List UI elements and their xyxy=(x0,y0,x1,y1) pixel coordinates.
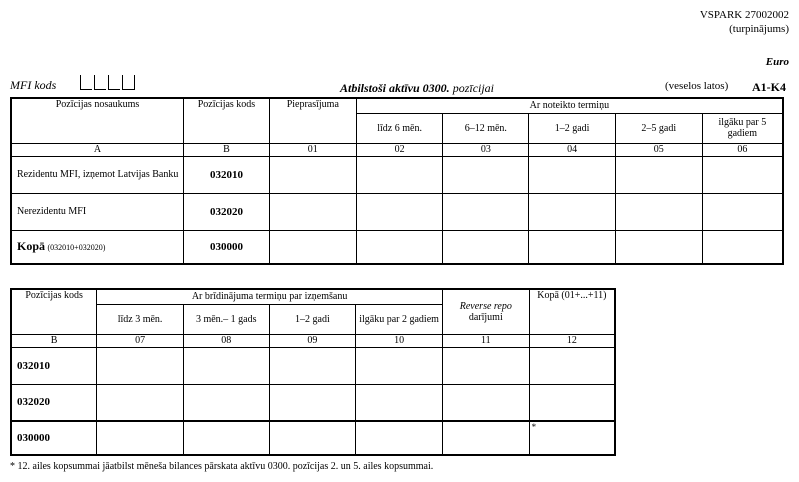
table-row xyxy=(11,384,615,421)
value-cell[interactable] xyxy=(442,421,529,455)
header-over-5y: ilgāku par 5 gadiem xyxy=(702,113,783,143)
row-code: 032010 xyxy=(184,156,270,193)
col-letter: 10 xyxy=(356,334,443,347)
row-code: 032010 xyxy=(11,347,97,384)
value-cell[interactable] xyxy=(269,156,356,193)
row-name: Nerezidentu MFI xyxy=(11,193,184,230)
row-name-total xyxy=(11,230,184,264)
total-label: Kopā xyxy=(17,239,46,254)
table-row-total xyxy=(11,421,615,455)
value-cell[interactable] xyxy=(97,421,184,455)
value-cell[interactable] xyxy=(443,156,529,193)
header-up-to-3m: līdz 3 mēn. xyxy=(97,304,184,334)
value-cell[interactable] xyxy=(97,347,184,384)
header-demand: Pieprasījuma xyxy=(269,98,356,143)
value-cell[interactable] xyxy=(529,193,616,230)
currency-label: Euro xyxy=(765,56,789,68)
header-position-name: Pozīcijas nosaukums xyxy=(11,98,184,143)
col-letter: 04 xyxy=(529,143,616,156)
value-cell[interactable] xyxy=(97,384,184,421)
value-cell[interactable] xyxy=(356,230,443,264)
form-id: A1-K4 xyxy=(752,80,786,94)
title-suffix: pozīcijai xyxy=(452,81,495,95)
value-cell[interactable] xyxy=(269,230,356,264)
header-up-to-6m: līdz 6 mēn. xyxy=(356,113,443,143)
col-letter: 07 xyxy=(97,334,184,347)
footnote-mark: * xyxy=(531,422,537,432)
col-letter: A xyxy=(11,143,184,156)
col-letter: 06 xyxy=(702,143,783,156)
header-over-2y: ilgāku par 2 gadiem xyxy=(356,304,443,334)
value-cell[interactable] xyxy=(442,384,529,421)
value-cell[interactable] xyxy=(529,347,615,384)
col-letter: 11 xyxy=(442,334,529,347)
table-row xyxy=(11,193,783,230)
value-cell[interactable] xyxy=(443,230,529,264)
header-reverse-repo xyxy=(442,289,529,334)
row-code: 032020 xyxy=(11,384,97,421)
value-cell-total[interactable] xyxy=(529,421,615,455)
value-cell[interactable] xyxy=(615,230,702,264)
col-letter: 03 xyxy=(443,143,529,156)
mfi-code-label: MFI kods xyxy=(10,78,57,92)
value-cell[interactable] xyxy=(183,421,269,455)
header-6-12m: 6–12 mēn. xyxy=(443,113,529,143)
table-row xyxy=(11,156,783,193)
value-cell[interactable] xyxy=(269,384,356,421)
col-letter: B xyxy=(11,334,97,347)
col-letter: 09 xyxy=(269,334,356,347)
value-cell[interactable] xyxy=(183,384,269,421)
row-code: 030000 xyxy=(184,230,270,264)
header-1-2y: 1–2 gadi xyxy=(269,304,356,334)
mfi-code-box[interactable] xyxy=(94,75,106,90)
value-cell[interactable] xyxy=(356,384,443,421)
header-fixed-term: Ar noteikto termiņu xyxy=(356,98,783,113)
table-row-total xyxy=(11,230,783,264)
col-letter: 12 xyxy=(529,334,615,347)
positions-table xyxy=(10,97,784,265)
form-code: VSPARK 27002002 xyxy=(699,9,789,21)
notice-table xyxy=(10,288,616,456)
col-letter: 02 xyxy=(356,143,443,156)
table-title xyxy=(340,81,494,96)
col-letter: 05 xyxy=(615,143,702,156)
header-notice-term: Ar brīdinājuma termiņu par izņemšanu xyxy=(97,289,443,304)
value-cell[interactable] xyxy=(356,193,443,230)
mfi-code-box[interactable] xyxy=(108,75,120,90)
col-letter: 08 xyxy=(183,334,269,347)
value-cell[interactable] xyxy=(702,230,783,264)
footnote: * 12. ailes kopsummai jāatbilst mēneša bilances pārskata aktīvu 0300. pozīcijas 2. un 5. ailes kopsummai. xyxy=(10,461,434,472)
col-letter: B xyxy=(184,143,270,156)
col-letter: 01 xyxy=(269,143,356,156)
value-cell[interactable] xyxy=(356,156,443,193)
value-cell[interactable] xyxy=(615,156,702,193)
continuation-label: (turpinājums) xyxy=(729,23,789,35)
value-cell[interactable] xyxy=(702,156,783,193)
value-cell[interactable] xyxy=(269,347,356,384)
header-total: Kopā (01+...+11) xyxy=(529,289,615,334)
value-cell[interactable] xyxy=(529,384,615,421)
table-row xyxy=(11,347,615,384)
header-3m-1y: 3 mēn.– 1 gads xyxy=(183,304,269,334)
header-1-2y: 1–2 gadi xyxy=(529,113,616,143)
value-cell[interactable] xyxy=(443,193,529,230)
value-cell[interactable] xyxy=(529,156,616,193)
value-cell[interactable] xyxy=(529,230,616,264)
row-name: Rezidentu MFI, izņemot Latvijas Banku xyxy=(11,156,184,193)
value-cell[interactable] xyxy=(442,347,529,384)
total-formula: (032010+032020) xyxy=(47,243,106,253)
value-cell[interactable] xyxy=(702,193,783,230)
reverse-repo-deals: darījumi xyxy=(468,311,503,323)
row-code: 032020 xyxy=(184,193,270,230)
value-cell[interactable] xyxy=(615,193,702,230)
mfi-code-boxes[interactable] xyxy=(80,75,135,90)
value-cell[interactable] xyxy=(356,347,443,384)
units-label: (veselos latos) xyxy=(665,80,729,92)
title-main: Atbilstoši aktīvu 0300. xyxy=(340,81,450,95)
reverse-repo-label: Reverse repo xyxy=(459,300,512,312)
mfi-code-box[interactable] xyxy=(80,75,92,90)
header-position-code: Pozīcijas kods xyxy=(11,289,97,334)
mfi-code-box[interactable] xyxy=(122,75,135,90)
value-cell[interactable] xyxy=(356,421,443,455)
value-cell[interactable] xyxy=(183,347,269,384)
value-cell[interactable] xyxy=(269,421,356,455)
header-position-code: Pozīcijas kods xyxy=(184,98,270,143)
row-code: 030000 xyxy=(11,421,97,455)
value-cell[interactable] xyxy=(269,193,356,230)
header-2-5y: 2–5 gadi xyxy=(615,113,702,143)
